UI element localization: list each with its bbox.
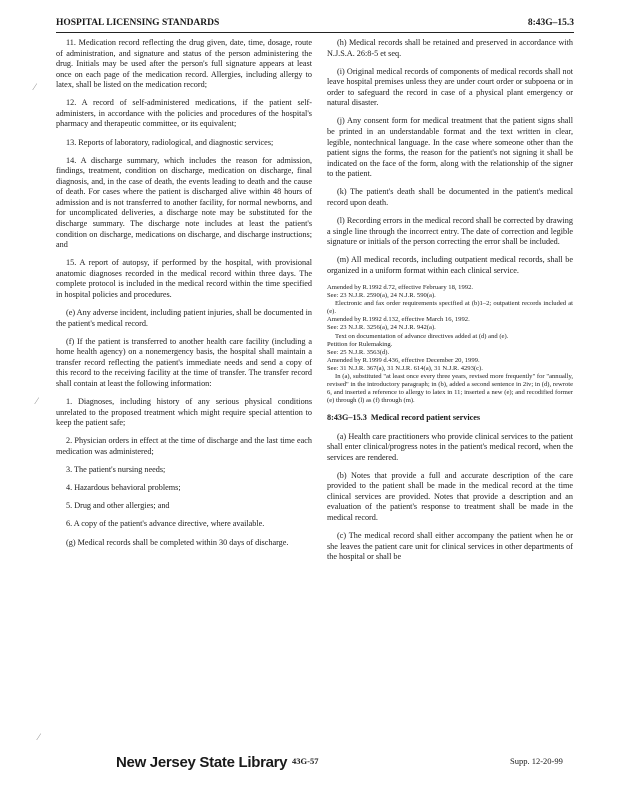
history-notes: [327, 284, 573, 405]
section-paragraph-a: (a) Health care practitioners who provide clinical services to the patient shall enter clinical/progress notes in the patient's medical record, when the services are rendered.: [327, 431, 573, 462]
library-stamp: New Jersey State Library: [116, 754, 288, 771]
paragraph-k: (k) The patient's death shall be documented in the patient's medical record upon death.: [327, 187, 573, 207]
history-line: Amended by R.1999 d.436, effective December 20, 1999.: [327, 356, 480, 364]
item-12: 12. A record of self-administered medications, if the patient self-administers, in accordance with the policies and procedures of the hospital's pharmacy and therapeutic committee, or its equivalent;: [56, 98, 312, 129]
section-title: Medical record patient services: [370, 413, 481, 423]
history-line: Amended by R.1992 d.72, effective February 18, 1992.: [327, 283, 474, 291]
header-title: HOSPITAL LICENSING STANDARDS: [56, 18, 220, 28]
history-line: See: 25 N.J.R. 3563(d).: [327, 348, 390, 356]
item-f4: 4. Hazardous behavioral problems;: [66, 483, 181, 493]
item-13: 13. Reports of laboratory, radiological, and diagnostic services;: [66, 137, 274, 147]
item-f5: 5. Drug and other allergies; and: [66, 501, 170, 511]
history-line: See: 23 N.J.R. 3256(a), 24 N.J.R. 942(a).: [327, 324, 436, 332]
margin-mark: ⁄: [38, 732, 40, 742]
item-f1: 1. Diagnoses, including history of any serious physical conditions unrelated to the proposed treatment which might require special attention to keep the patient safe;: [56, 397, 312, 428]
right-column: [327, 38, 573, 570]
paragraph-i: (i) Original medical records of components of medical records shall not leave hospital premises unless they are under court order or subpoena or in order to safeguard the record in case of a physical plant emergency or natural disaster.: [327, 66, 573, 108]
paragraph-l: (l) Recording errors in the medical record shall be corrected by drawing a single line through the incorrect entry. The date of correction and legible signature or initials of the person correcting the error shall be included.: [327, 216, 573, 247]
paragraph-e: (e) Any adverse incident, including patient injuries, shall be documented in the patient's medical record.: [56, 308, 313, 328]
item-f3: 3. The patient's nursing needs;: [66, 464, 166, 474]
item-14: 14. A discharge summary, which includes the reason for admission, findings, treatment, condition on discharge, medication on discharge, final diagnosis, and, in the case of death, the events leading to death and the cause of death. For cases where the patient is discharged alive within 48 hours of admission and is not transferred to another facility, for normal newborns, and for uncomplicated deliveries, a discharge note may be substituted for the discharge summary. The discharge note includes at least the patient's condition on discharge, medications on discharge, and discharge instructions; and: [56, 155, 312, 250]
paragraph-m: (m) All medical records, including outpatient medical records, shall be organized in a uniform format within each clinical service.: [327, 255, 573, 275]
item-f6: 6. A copy of the patient's advance directive, where available.: [66, 519, 265, 529]
item-11: 11. Medication record reflecting the drug given, date, time, dosage, route of administration, and signature and status of the person administering the drug. Initials may be used after the person's full signature appears at least once on each page of the medication record. Allergies, including allergy to latex, shall be listed on the medication record;: [56, 38, 312, 90]
left-column: [56, 38, 312, 556]
section-paragraph-b: (b) Notes that provide a full and accurate description of the care provided to the patient shall be made in the medical record at the time clinical services are provided. Notes that provide a description and an evaluation of the patient's response to treatment shall be made in the medical record.: [327, 470, 573, 522]
item-f2: 2. Physician orders in effect at the time of discharge and the last time each medication was administered;: [56, 436, 312, 456]
history-line: Petition for Rulemaking.: [327, 340, 393, 348]
margin-mark: ⁄: [34, 82, 36, 92]
history-line: In (a), substituted "at least once every three years, revised more frequently" for "annually, revised" in the introductory paragraph; in (b), added a second sentence in 2iv; in (d), rewrote 6, and inserted a reference to allergy to latex in 11; inserted a new (e); and recodified former (e) through (l) as (f) through (m).: [327, 372, 573, 405]
history-line: See: 23 N.J.R. 2590(a), 24 N.J.R. 590(a).: [327, 292, 436, 300]
supplement-date: Supp. 12-20-99: [510, 756, 563, 766]
history-line: Electronic and fax order requirements specified at (b)1–2; outpatient records included at (e).: [327, 300, 573, 316]
running-header: [56, 18, 574, 33]
page-number: 43G-57: [292, 756, 319, 766]
paragraph-g: (g) Medical records shall be completed within 30 days of discharge.: [66, 537, 289, 547]
paragraph-h: (h) Medical records shall be retained and preserved in accordance with N.J.S.A. 26:8-5 et seq.: [327, 38, 573, 58]
section-heading: [327, 413, 573, 424]
history-line: Amended by R.1992 d.132, effective March 16, 1992.: [327, 316, 470, 324]
margin-mark: ⁄: [36, 396, 38, 406]
history-line: See: 31 N.J.R. 367(a), 31 N.J.R. 614(a), 31 N.J.R. 4293(c).: [327, 364, 483, 372]
paragraph-j: (j) Any consent form for medical treatment that the patient signs shall be printed in an understandable format and the text written in clear, legible, nontechnical language. In the case where someone other than the patient signs the forms, the reason for the patient's not signing it shall be indicated on the face of the form, along with the relationship of the signer to the patient.: [327, 116, 573, 179]
history-line: Text on documentation of advance directives added at (d) and (e).: [335, 332, 509, 340]
paragraph-f: (f) If the patient is transferred to another health care facility (including a home health agency) on a nonemergency basis, the hospital shall maintain a transfer record reflecting the patient's immediate needs and send a copy of this record to the receiving facility at the time of transfer. The transfer record shall contain at least the following information:: [56, 336, 312, 388]
item-15: 15. A report of autopsy, if performed by the hospital, with provisional anatomic diagnoses recorded in the medical record within three days. The complete protocol is included in the medical record within the time specified in hospital policies and procedures.: [56, 258, 312, 299]
header-section-number: 8:43G–15.3: [527, 18, 574, 28]
section-number: 8:43G–15.3: [327, 413, 367, 423]
page-footer: [0, 752, 618, 782]
section-paragraph-c: (c) The medical record shall either accompany the patient when he or she leaves the patient care unit for clinical services in other departments of the hospital or shall be: [327, 531, 573, 562]
